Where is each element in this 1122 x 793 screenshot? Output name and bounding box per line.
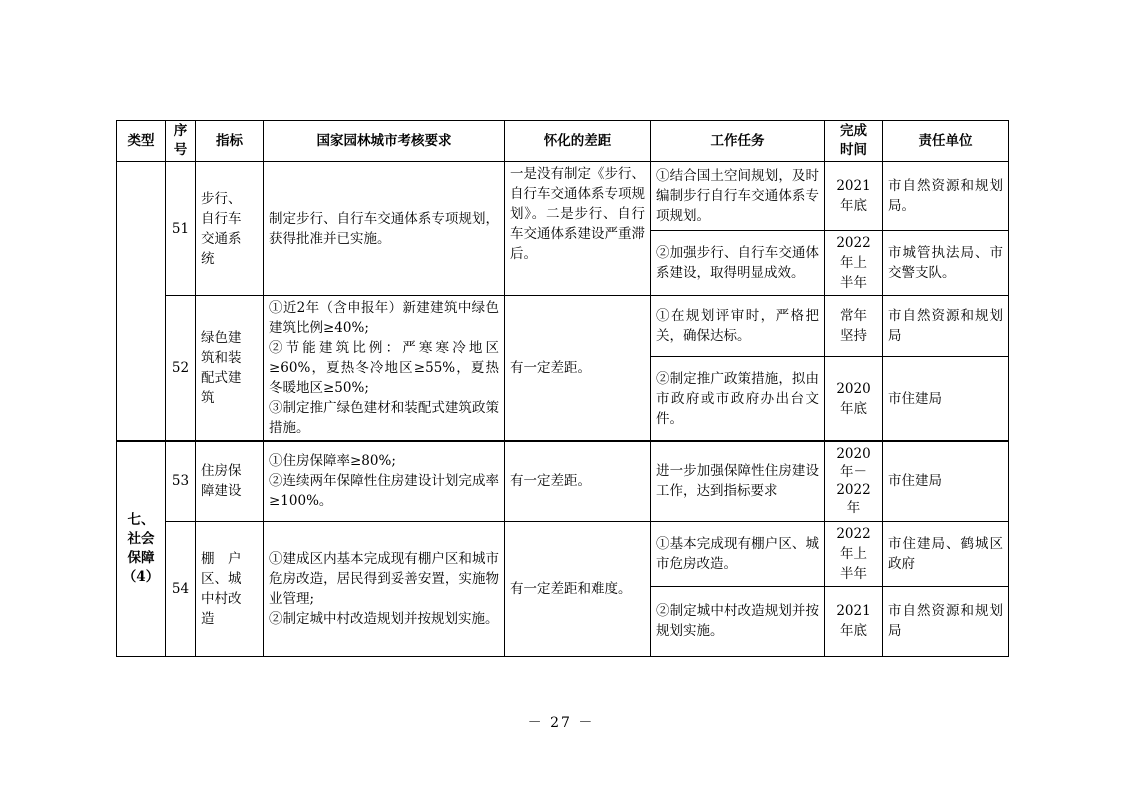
indicator-52: 绿色建 筑和装 配式建 筑 — [196, 296, 264, 442]
indicator-54: 棚 户 区、城 中村改 造 — [196, 521, 264, 656]
unit-54-1: 市住建局、鹤城区政府 — [883, 521, 1009, 586]
seq-52: 52 — [166, 296, 196, 442]
time-51-1: 2021 年底 — [825, 162, 883, 231]
task-52-2: ②制定推广政策措施，拟由市政府或市政府办出台文件。 — [651, 357, 825, 441]
task-54-2: ②制定城中村改造规划并按规划实施。 — [651, 586, 825, 656]
task-54-1: ①基本完成现有棚户区、城市危房改造。 — [651, 521, 825, 586]
time-51-2: 2022 年上 半年 — [825, 231, 883, 296]
table-row-53 — [117, 441, 1009, 521]
indicator-53: 住房保 障建设 — [196, 441, 264, 521]
requirement-54: ①建成区内基本完成现有棚户区和城市危房改造，居民得到妥善安置，实施物业管理; ②制定城中村改造规划并按规划实施。 — [264, 521, 505, 656]
time-54-2: 2021 年底 — [825, 586, 883, 656]
header-task: 工作任务 — [651, 121, 825, 162]
seq-53: 53 — [166, 441, 196, 521]
indicator-51: 步行、 自行车 交通系 统 — [196, 162, 264, 296]
table-row-51 — [117, 162, 1009, 231]
table-row-52 — [117, 296, 1009, 357]
unit-52-1: 市自然资源和规划局 — [883, 296, 1009, 357]
task-52-1: ①在规划评审时，严格把关，确保达标。 — [651, 296, 825, 357]
requirement-53: ①住房保障率≥80%; ②连续两年保障性住房建设计划完成率≥100%。 — [264, 441, 505, 521]
requirement-52: ①近2年（含申报年）新建建筑中绿色建筑比例≥40%; ②节能建筑比例：严寒寒冷地区≥60%，夏热冬冷地区≥55%，夏热冬暖地区≥50%; ③制定推广绿色建材和装配式建筑政策措施。 — [264, 296, 505, 442]
gap-52: 有一定差距。 — [505, 296, 651, 442]
unit-53: 市住建局 — [883, 441, 1009, 521]
header-type: 类型 — [117, 121, 166, 162]
category-cell-blank — [117, 162, 166, 442]
table-row-54 — [117, 521, 1009, 586]
time-54-1: 2022 年上 半年 — [825, 521, 883, 586]
time-52-1: 常年 坚持 — [825, 296, 883, 357]
header-time: 完成 时间 — [825, 121, 883, 162]
unit-54-2: 市自然资源和规划局 — [883, 586, 1009, 656]
gap-51: 一是没有制定《步行、自行车交通体系专项规划》。二是步行、自行车交通体系建设严重滞后。 — [505, 162, 651, 296]
unit-51-2: 市城管执法局、市交警支队。 — [883, 231, 1009, 296]
header-requirement: 国家园林城市考核要求 — [264, 121, 505, 162]
task-53: 进一步加强保障性住房建设工作，达到指标要求 — [651, 441, 825, 521]
header-unit: 责任单位 — [883, 121, 1009, 162]
time-52-2: 2020 年底 — [825, 357, 883, 441]
header-seq: 序 号 — [166, 121, 196, 162]
unit-51-1: 市自然资源和规划局。 — [883, 162, 1009, 231]
unit-52-2: 市住建局 — [883, 357, 1009, 441]
task-51-1: ①结合国土空间规划，及时编制步行自行车交通体系专项规划。 — [651, 162, 825, 231]
category-7-social-security: 七、 社会 保障 （4） — [117, 441, 166, 656]
requirement-51: 制定步行、自行车交通体系专项规划，获得批准并已实施。 — [264, 162, 505, 296]
task-51-2: ②加强步行、自行车交通体系建设，取得明显成效。 — [651, 231, 825, 296]
page-number: － 27 － — [527, 715, 595, 731]
header-gap: 怀化的差距 — [505, 121, 651, 162]
time-53: 2020 年－ 2022 年 — [825, 441, 883, 521]
seq-54: 54 — [166, 521, 196, 656]
header-row — [117, 121, 1009, 162]
seq-51: 51 — [166, 162, 196, 296]
gap-53: 有一定差距。 — [505, 441, 651, 521]
header-indicator: 指标 — [196, 121, 264, 162]
standards-table — [116, 120, 1009, 657]
gap-54: 有一定差距和难度。 — [505, 521, 651, 656]
